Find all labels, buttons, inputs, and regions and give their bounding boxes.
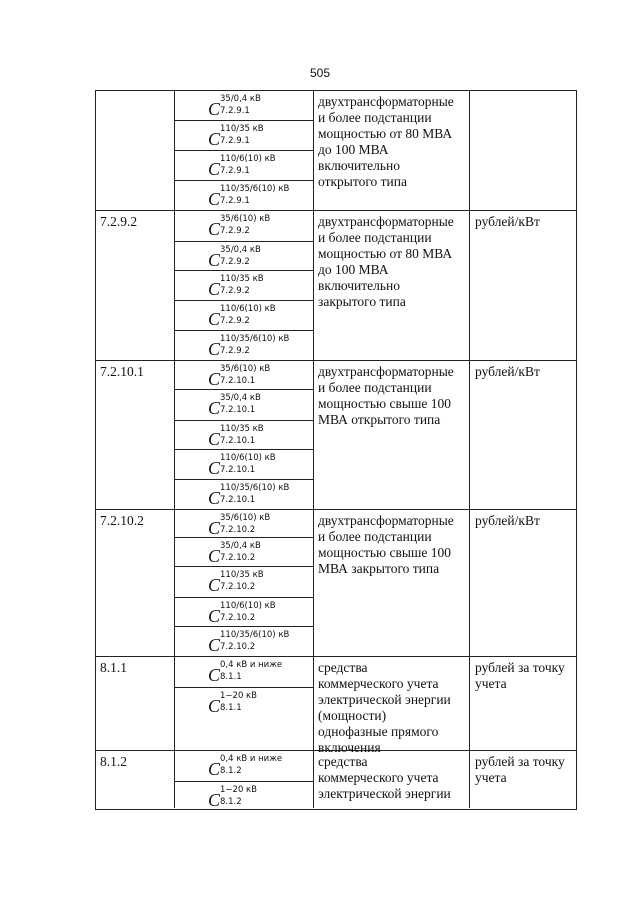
formula-subrow-divider bbox=[174, 626, 313, 627]
formula-subrow-divider bbox=[174, 389, 313, 390]
row-code: 8.1.2 bbox=[100, 754, 127, 769]
row-divider bbox=[95, 360, 576, 361]
variable-symbol: C bbox=[208, 129, 221, 149]
variable-subscript: 7.2.9.1 bbox=[220, 166, 250, 176]
variable-symbol: C bbox=[208, 339, 221, 359]
variable-symbol: C bbox=[208, 369, 221, 389]
row-code: 7.2.9.2 bbox=[100, 214, 138, 229]
variable-symbol: C bbox=[208, 219, 221, 239]
variable-symbol: C bbox=[208, 250, 221, 270]
formula-subrow-divider bbox=[174, 150, 313, 151]
row-description: средства коммерческого учета электрической энергии (мощности) однофазные прямого включения bbox=[318, 660, 451, 755]
variable-symbol: C bbox=[208, 488, 221, 508]
variable-subscript: 7.2.9.2 bbox=[220, 226, 250, 236]
formula-subrow-divider bbox=[174, 537, 313, 538]
formula-subrow-divider bbox=[174, 330, 313, 331]
variable-symbol: C bbox=[208, 458, 221, 478]
variable-subscript: 7.2.9.2 bbox=[220, 316, 250, 326]
variable-superscript: 35/0,4 кВ bbox=[220, 541, 261, 551]
row-description: двухтрансформаторные и более подстанции мощностью свыше 100 МВА закрытого типа bbox=[318, 513, 454, 576]
variable-subscript: 7.2.9.1 bbox=[220, 196, 250, 206]
variable-subscript: 7.2.10.2 bbox=[220, 613, 256, 623]
variable-subscript: 7.2.10.2 bbox=[220, 525, 256, 535]
row-unit: рублей/кВт bbox=[475, 513, 540, 528]
variable-subscript: 7.2.9.2 bbox=[220, 257, 250, 267]
variable-symbol: C bbox=[208, 518, 221, 538]
formula-subrow-divider bbox=[174, 687, 313, 688]
variable-symbol: C bbox=[208, 635, 221, 655]
row-divider bbox=[95, 656, 576, 657]
variable-symbol: C bbox=[208, 99, 221, 119]
variable-subscript: 8.1.1 bbox=[220, 672, 242, 682]
variable-symbol: C bbox=[208, 398, 221, 418]
variable-subscript: 8.1.2 bbox=[220, 797, 242, 807]
formula-subrow-divider bbox=[174, 241, 313, 242]
row-unit: рублей за точку учета bbox=[475, 754, 565, 785]
variable-symbol: C bbox=[208, 159, 221, 179]
formula-subrow-divider bbox=[174, 180, 313, 181]
variable-subscript: 8.1.2 bbox=[220, 766, 242, 776]
formula-subrow-divider bbox=[174, 566, 313, 567]
row-description: двухтрансформаторные и более подстанции мощностью свыше 100 МВА открытого типа bbox=[318, 364, 454, 427]
variable-superscript: 35/6(10) кВ bbox=[220, 513, 271, 523]
variable-subscript: 7.2.9.2 bbox=[220, 346, 250, 356]
row-divider bbox=[95, 509, 576, 510]
variable-symbol: C bbox=[208, 759, 221, 779]
formula-subrow-divider bbox=[174, 270, 313, 271]
variable-superscript: 35/6(10) кВ bbox=[220, 214, 271, 224]
variable-superscript: 110/6(10) кВ bbox=[220, 601, 276, 611]
variable-subscript: 7.2.9.1 bbox=[220, 136, 250, 146]
variable-superscript: 110/6(10) кВ bbox=[220, 154, 276, 164]
variable-symbol: C bbox=[208, 189, 221, 209]
variable-superscript: 1−20 кВ bbox=[220, 691, 258, 701]
row-code: 8.1.1 bbox=[100, 660, 127, 675]
variable-superscript: 110/35/6(10) кВ bbox=[220, 483, 290, 493]
column-divider bbox=[469, 90, 470, 808]
variable-superscript: 0,4 кВ и ниже bbox=[220, 660, 283, 670]
variable-subscript: 7.2.10.1 bbox=[220, 495, 256, 505]
variable-subscript: 7.2.10.2 bbox=[220, 582, 256, 592]
row-description: двухтрансформаторные и более подстанции мощностью от 80 МВА до 100 МВА включительно открытого типа bbox=[318, 94, 454, 189]
variable-symbol: C bbox=[208, 665, 221, 685]
variable-superscript: 110/35/6(10) кВ bbox=[220, 334, 290, 344]
variable-subscript: 7.2.10.1 bbox=[220, 405, 256, 415]
variable-superscript: 110/35 кВ bbox=[220, 274, 264, 284]
row-unit: рублей за точку учета bbox=[475, 660, 565, 691]
variable-subscript: 7.2.9.1 bbox=[220, 106, 250, 116]
variable-subscript: 7.2.9.2 bbox=[220, 286, 250, 296]
variable-subscript: 7.2.10.2 bbox=[220, 553, 256, 563]
variable-superscript: 35/0,4 кВ bbox=[220, 393, 261, 403]
variable-symbol: C bbox=[208, 546, 221, 566]
formula-subrow-divider bbox=[174, 120, 313, 121]
row-unit: рублей/кВт bbox=[475, 364, 540, 379]
variable-superscript: 0,4 кВ и ниже bbox=[220, 754, 283, 764]
row-description: средства коммерческого учета электрической энергии bbox=[318, 754, 451, 801]
variable-symbol: C bbox=[208, 696, 221, 716]
variable-symbol: C bbox=[208, 309, 221, 329]
variable-superscript: 35/0,4 кВ bbox=[220, 245, 261, 255]
variable-superscript: 110/35 кВ bbox=[220, 570, 264, 580]
variable-symbol: C bbox=[208, 575, 221, 595]
formula-subrow-divider bbox=[174, 300, 313, 301]
row-code: 7.2.10.2 bbox=[100, 513, 144, 528]
formula-subrow-divider bbox=[174, 479, 313, 480]
variable-superscript: 35/0,4 кВ bbox=[220, 94, 261, 104]
tariff-table bbox=[95, 90, 577, 810]
row-description: двухтрансформаторные и более подстанции мощностью от 80 МВА до 100 МВА включительно закрытого типа bbox=[318, 214, 454, 309]
variable-superscript: 110/6(10) кВ bbox=[220, 453, 276, 463]
row-divider bbox=[95, 210, 576, 211]
variable-superscript: 110/35/6(10) кВ bbox=[220, 184, 290, 194]
variable-superscript: 35/6(10) кВ bbox=[220, 364, 271, 374]
variable-superscript: 1−20 кВ bbox=[220, 785, 258, 795]
variable-subscript: 8.1.1 bbox=[220, 703, 242, 713]
row-code: 7.2.10.1 bbox=[100, 364, 144, 379]
formula-subrow-divider bbox=[174, 420, 313, 421]
page-number: 505 bbox=[309, 66, 331, 80]
formula-subrow-divider bbox=[174, 781, 313, 782]
variable-subscript: 7.2.10.1 bbox=[220, 436, 256, 446]
variable-subscript: 7.2.10.1 bbox=[220, 465, 256, 475]
formula-subrow-divider bbox=[174, 597, 313, 598]
variable-subscript: 7.2.10.1 bbox=[220, 376, 256, 386]
variable-symbol: C bbox=[208, 279, 221, 299]
variable-symbol: C bbox=[208, 606, 221, 626]
variable-superscript: 110/35 кВ bbox=[220, 424, 264, 434]
column-divider bbox=[313, 90, 314, 808]
variable-superscript: 110/35/6(10) кВ bbox=[220, 630, 290, 640]
formula-subrow-divider bbox=[174, 449, 313, 450]
row-unit: рублей/кВт bbox=[475, 214, 540, 229]
variable-symbol: C bbox=[208, 790, 221, 810]
variable-superscript: 110/35 кВ bbox=[220, 124, 264, 134]
variable-superscript: 110/6(10) кВ bbox=[220, 304, 276, 314]
variable-subscript: 7.2.10.2 bbox=[220, 642, 256, 652]
variable-symbol: C bbox=[208, 429, 221, 449]
